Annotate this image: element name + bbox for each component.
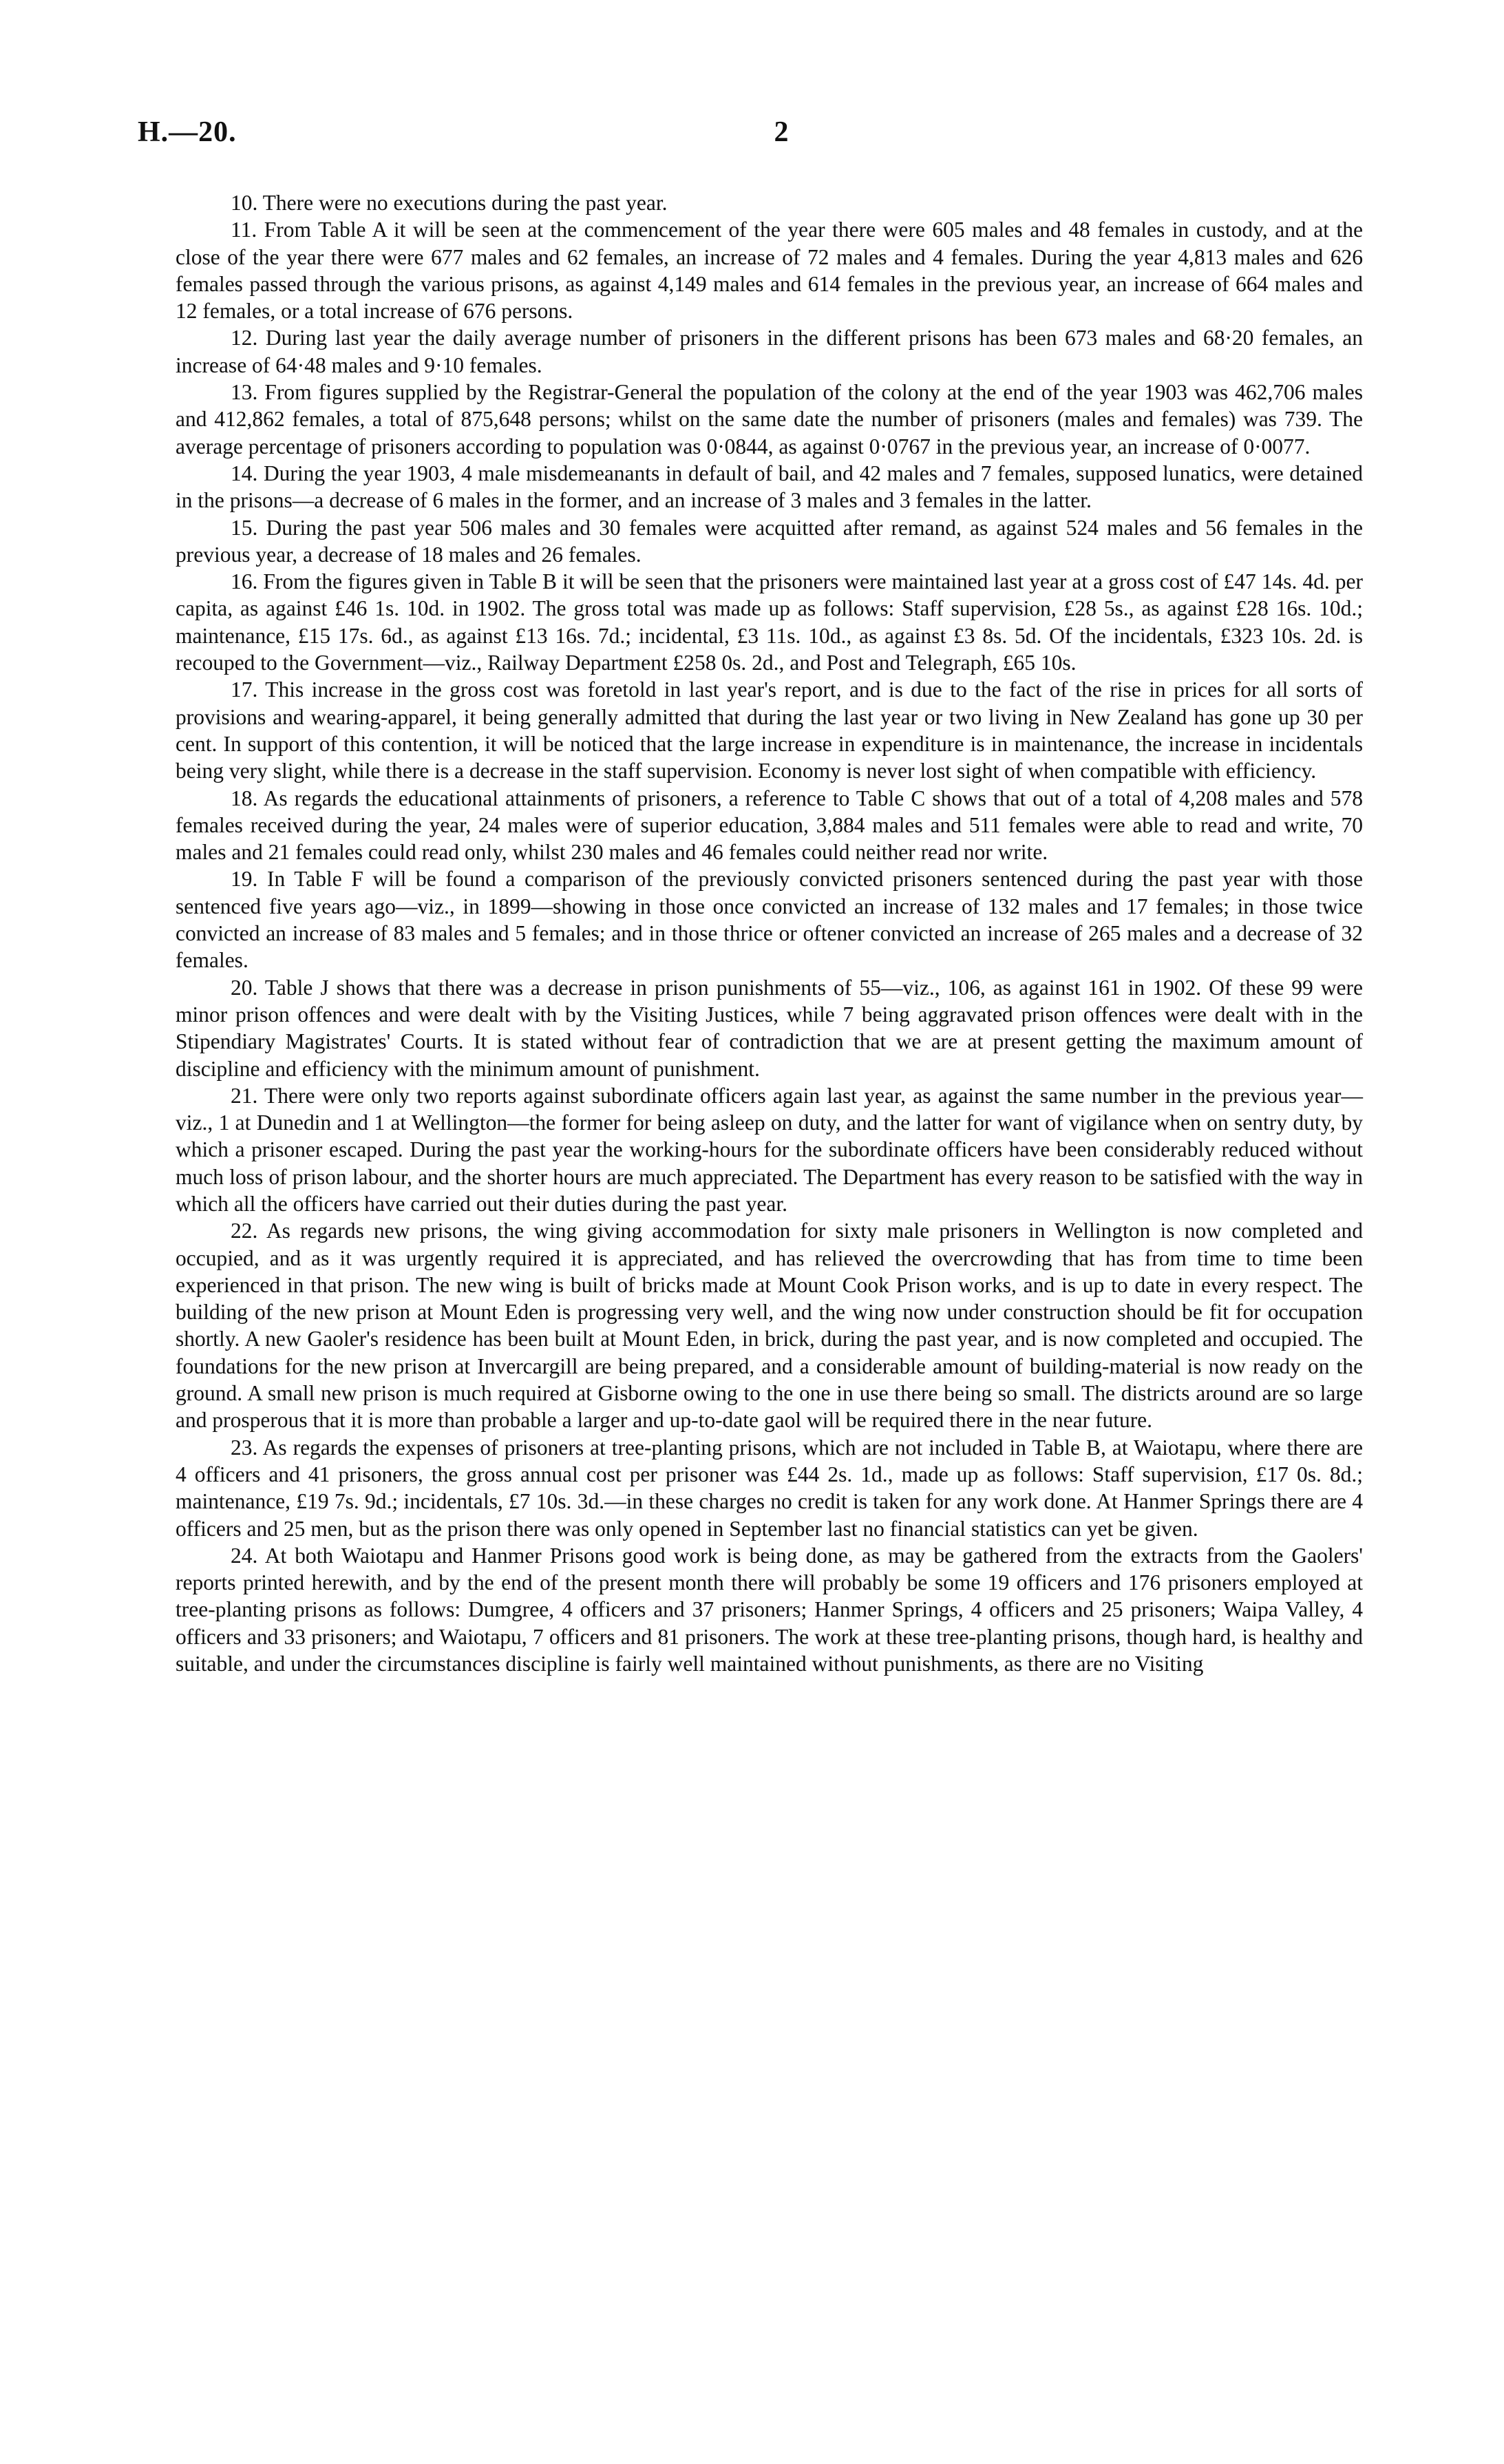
paragraph-12: 12. During last year the daily average number of prisoners in the different prisons has been 673 males and 68·20 females, an increase of 64·48 males and 9·10 females. — [176, 326, 1363, 377]
paragraph-21: 21. There were only two reports against subordinate officers again last year, as against the same number in the previous year—viz., 1 at Dunedin and 1 at Wellington—the former for being asleep on duty, and the latter for want of vigilance when on sentry duty, by which a prisoner escaped. During the past year the working-hours for the subordinate officers have been considerably reduced without much loss of prison labour, and the shorter hours are much appreciated. The Department has every reason to be satisfied with the way in which all the officers have carried out their duties during the past year. — [176, 1083, 1363, 1216]
document-reference: H.—20. — [138, 116, 237, 148]
paragraph-22: 22. As regards new prisons, the wing giving accommodation for sixty male prisoners in Wellington is now completed and occupied, and as it was urgently required it is appreciated, and has relieved the overcrowding that has from time to time been experienced in that prison. The new wing is built of bricks made at Mount Cook Prison works, and is up to date in every respect. The building of the new prison at Mount Eden is progressing very well, and the wing now under construction should be fit for occupation shortly. A new Gaoler's residence has been built at Mount Eden, in brick, during the past year, and is now completed and occupied. The foundations for the new prison at Invercargill are being prepared, and a considerable amount of building-material is now ready on the ground. A small new prison is much required at Gisborne owing to the one in use there being so small. The districts around are so large and prosperous that it is more than probable a larger and up-to-date gaol will be required there in the near future. — [176, 1219, 1363, 1433]
page-header — [138, 116, 1432, 164]
paragraph-17: 17. This increase in the gross cost was foretold in last year's report, and is due to the fact of the rise in prices for all sorts of provisions and wearing-apparel, it being generally admitted that during the last year or two living in New Zealand has gone up 30 per cent. In support of this contention, it will be noticed that the large increase in expenditure is in maintenance, the increase in incidentals being very slight, while there is a decrease in the staff supervision. Economy is never lost sight of when compatible with efficiency. — [176, 677, 1363, 783]
paragraph-18: 18. As regards the educational attainments of prisoners, a reference to Table C shows that out of a total of 4,208 males and 578 females received during the year, 24 males were of superior education, 3,884 males and 511 females were able to read and write, 70 males and 21 females could read only, whilst 230 males and 46 females could neither read nor write. — [176, 786, 1363, 865]
paragraph-20: 20. Table J shows that there was a decrease in prison punishments of 55—viz., 106, as against 161 in 1902. Of these 99 were minor prison offences and were dealt with by the Visiting Justices, while 7 being aggravated prison offences were dealt with in the Stipendiary Magistrates' Courts. It is stated without fear of contradiction that we are at present getting the maximum amount of discipline and efficiency with the minimum amount of punishment. — [176, 975, 1363, 1081]
paragraph-10: 10. There were no executions during the past year. — [231, 191, 668, 215]
paragraph-15: 15. During the past year 506 males and 30 females were acquitted after remand, as against 524 males and 56 females in the previous year, a decrease of 18 males and 26 females. — [176, 515, 1363, 567]
page-number: 2 — [774, 116, 789, 148]
paragraph-14: 14. During the year 1903, 4 male misdemeanants in default of bail, and 42 males and 7 females, supposed lunatics, were detained in the prisons—a decrease of 6 males in the former, and an increase of 3 males and 3 females in the latter. — [176, 461, 1363, 513]
paragraph-19: 19. In Table F will be found a comparison of the previously convicted prisoners sentenced during the past year with those sentenced five years ago—viz., in 1899—showing in those once convicted an increase of 132 males and 17 females; in those twice convicted an increase of 83 males and 5 females; and in those thrice or oftener convicted an increase of 265 males and a decrease of 32 females. — [176, 867, 1363, 973]
paragraph-24: 24. At both Waiotapu and Hanmer Prisons good work is being done, as may be gathered from the extracts from the Gaolers' reports printed herewith, and by the end of the present month there will probably be some 19 officers and 176 prisoners employed at tree-planting prisons as follows: Dumgree, 4 officers and 37 prisoners; Hanmer Springs, 4 officers and 25 prisoners; Waipa Valley, 4 officers and 33 prisoners; and Waiotapu, 7 officers and 81 prisoners. The work at these tree-planting prisons, though hard, is healthy and suitable, and under the circumstances discipline is fairly well maintained without punishments, as there are no Visiting — [176, 1543, 1363, 1676]
paragraph-11: 11. From Table A it will be seen at the commencement of the year there were 605 males and 48 females in custody, and at the close of the year there were 677 males and 62 females, an increase of 72 males and 4 females. During the year 4,813 males and 626 females passed through the various prisons, as against 4,149 males and 614 females in the previous year, an increase of 664 males and 12 females, or a total increase of 676 persons. — [176, 218, 1363, 324]
paragraph-13: 13. From figures supplied by the Registrar-General the population of the colony at the end of the year 1903 was 462,706 males and 412,862 females, a total of 875,648 persons; whilst on the same date the number of prisoners (males and females) was 739. The average percentage of prisoners according to population was 0·0844, as against 0·0767 in the previous year, an increase of 0·0077. — [176, 380, 1363, 459]
report-body — [176, 189, 1363, 1677]
paragraph-16: 16. From the figures given in Table B it will be seen that the prisoners were maintained last year at a gross cost of £47 14s. 4d. per capita, as against £46 1s. 10d. in 1902. The gross total was made up as follows: Staff supervision, £28 5s., as against £28 16s. 10d.; maintenance, £15 17s. 6d., as against £13 16s. 7d.; incidental, £3 11s. 10d., as against £3 8s. 5d. Of the incidentals, £323 10s. 2d. is recouped to the Government—viz., Railway Department £258 0s. 2d., and Post and Telegraph, £65 10s. — [176, 569, 1363, 675]
paragraph-23: 23. As regards the expenses of prisoners at tree-planting prisons, which are not included in Table B, at Waiotapu, where there are 4 officers and 41 prisoners, the gross annual cost per prisoner was £44 2s. 1d., made up as follows: Staff supervision, £17 0s. 8d.; maintenance, £19 7s. 9d.; incidentals, £7 10s. 3d.—in these charges no credit is taken for any work done. At Hanmer Springs there are 4 officers and 25 men, but as the prison there was only opened in September last no financial statistics can yet be given. — [176, 1435, 1363, 1541]
